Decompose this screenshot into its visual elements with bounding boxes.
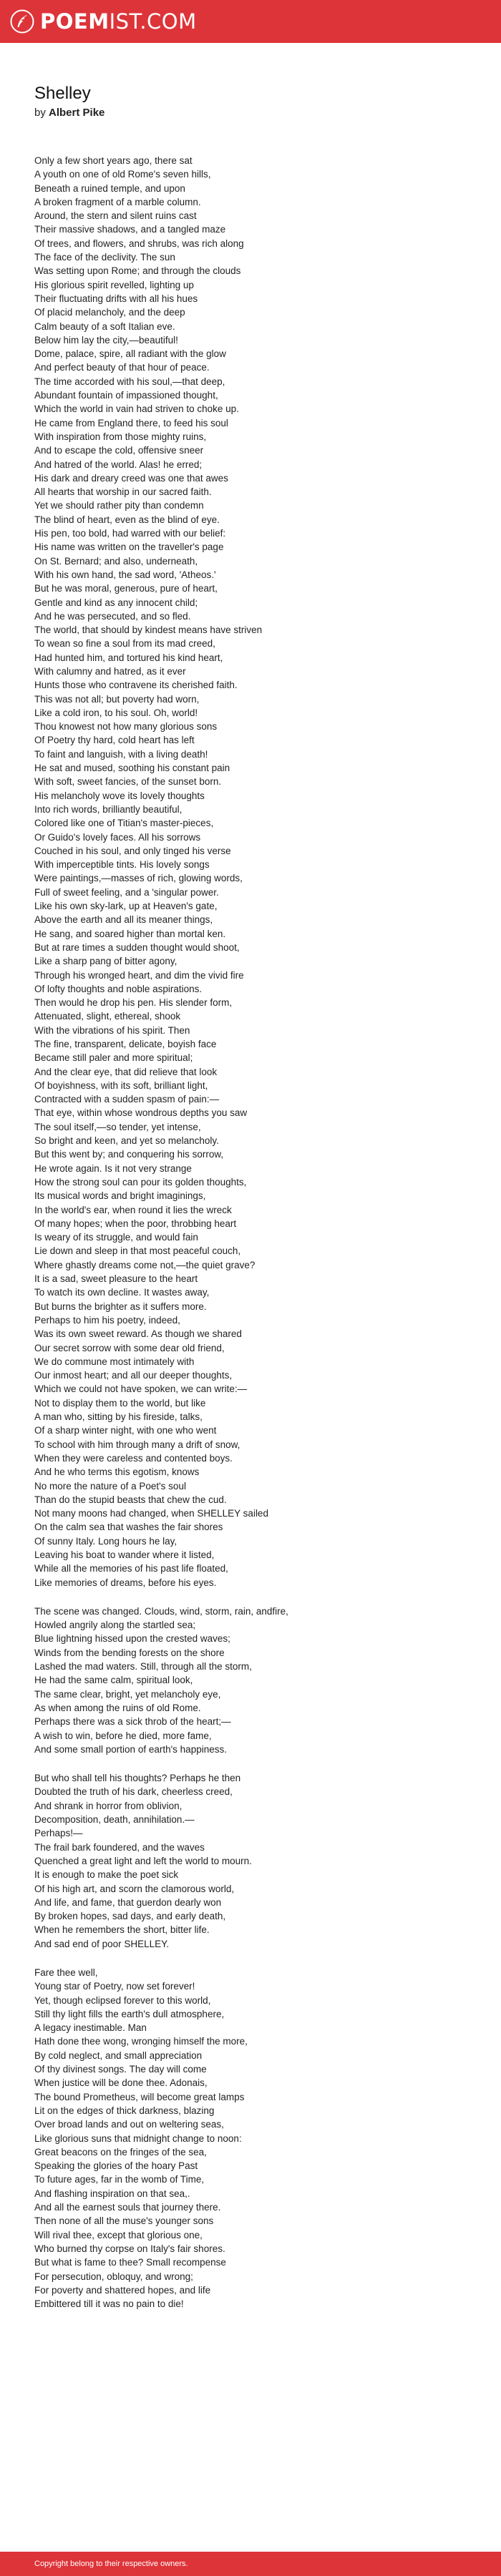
poem-line: All hearts that worship in our sacred faith. [34, 486, 212, 498]
poem-line: Their massive shadows, and a tangled maze [34, 224, 226, 235]
poem-line: Only a few short years ago, there sat [34, 155, 193, 166]
poem-line: He sang, and soared higher than mortal ken. [34, 928, 226, 939]
poem-line: Of his high art, and scorn the clamorous world, [34, 1883, 235, 1894]
poem-line: Still thy light fills the earth's dull atmosphere, [34, 2008, 225, 2019]
poem-line: We do commune most intimately with [34, 1356, 195, 1367]
poem-line: Winds from the bending forests on the shore [34, 1647, 225, 1658]
byline [34, 106, 471, 120]
poem-line: With calumny and hatred, as it ever [34, 665, 186, 677]
poem-line: Gentle and kind as any innocent child; [34, 597, 198, 608]
poem-line: Not to display them to the world, but like [34, 1397, 206, 1409]
poem-line: Then none of all the muse's younger sons [34, 2215, 214, 2227]
poem-line: Had hunted him, and tortured his kind heart, [34, 652, 223, 663]
poem-line: For persecution, obloquy, and wrong; [34, 2271, 193, 2282]
poem-line: Contracted with a sudden spasm of pain:— [34, 1094, 220, 1105]
poem-line: Is weary of its struggle, and would fain [34, 1232, 198, 1243]
poem-line: Lit on the edges of thick darkness, blazing [34, 2105, 215, 2116]
poem-line: And flashing inspiration on that sea,. [34, 2188, 190, 2199]
poem-line: Full of sweet feeling, and a 'singular power. [34, 886, 219, 898]
poem-line: Into rich words, brilliantly beautiful, [34, 803, 183, 815]
poem-line: On the calm sea that washes the fair shores [34, 1522, 223, 1533]
poem-line: Our secret sorrow with some dear old friend, [34, 1342, 225, 1353]
site-logo-link[interactable] [10, 9, 197, 34]
poem-line: And hatred of the world. Alas! he erred; [34, 459, 203, 470]
quill-icon [10, 9, 34, 34]
poem-line: To wean so fine a soul from its mad creed, [34, 638, 215, 650]
poem-line: Colored like one of Titian's master-pieces, [34, 818, 214, 829]
poem-line: To faint and languish, with a living death! [34, 748, 208, 760]
poem-line: The face of the declivity. The sun [34, 252, 175, 263]
poem-line: The world, that should by kindest means have striven [34, 625, 263, 636]
poem-line: Beneath a ruined temple, and upon [34, 182, 185, 194]
poem-line: A youth on one of old Rome's seven hills, [34, 169, 211, 180]
poem-line: The bound Prometheus, will become great lamps [34, 2091, 245, 2102]
poem-line: Calm beauty of a soft Italian eve. [34, 320, 175, 332]
poem-line: And to escape the cold, offensive sneer [34, 445, 204, 456]
poem-line: When they were careless and contented boys. [34, 1452, 233, 1464]
poem-line: Like a sharp pang of bitter agony, [34, 956, 177, 967]
poem-line: Who burned thy corpse on Italy's fair shores. [34, 2243, 225, 2254]
poem-line: In the world's ear, when round it lies the wreck [34, 1204, 232, 1215]
poem-line: Thou knowest not how many glorious sons [34, 721, 218, 733]
poem-line: It is a sad, sweet pleasure to the heart [34, 1273, 198, 1285]
poem-line: Lie down and sleep in that most peaceful couch, [34, 1245, 241, 1257]
footer-bar [0, 2552, 501, 2576]
poem-title: Shelley [34, 84, 91, 103]
poem-line: Doubted the truth of his dark, cheerless creed, [34, 1786, 233, 1798]
poem-line: Of thy divinest songs. The day will come [34, 2064, 207, 2075]
poem-line: Their fluctuating drifts with all his hues [34, 293, 198, 304]
poem-line: Of many hopes; when the poor, throbbing heart [34, 1218, 237, 1229]
poem-line: Over broad lands and out on weltering seas, [34, 2119, 224, 2130]
poem-line: Became still paler and more spiritual; [34, 1052, 193, 1064]
poem-line: Will rival thee, except that glorious one, [34, 2229, 203, 2240]
poem-line: Then would he drop his pen. His slender form, [34, 997, 233, 1009]
poem-line: But what is fame to thee? Small recompense [34, 2257, 226, 2268]
poem-line: A wish to win, before he died, more fame, [34, 1730, 212, 1741]
poem-line: Hunts those who contravene its cherished faith. [34, 680, 238, 691]
poem-line: With imperceptible tints. His lovely songs [34, 859, 210, 871]
poem-line: Perhaps there was a sick throb of the heart;— [34, 1716, 231, 1728]
poem-line: Leaving his boat to wander where it listed, [34, 1549, 215, 1560]
poem-line: The blind of heart, even as the blind of eye. [34, 514, 220, 525]
poem-line: Above the earth and all its meaner things, [34, 914, 213, 926]
poem-body [34, 154, 471, 2311]
poem-line: So bright and keen, and yet so melancholy. [34, 1135, 219, 1147]
poem-line: With his own hand, the sad word, 'Atheos.' [34, 569, 216, 580]
poem-line: With inspiration from those mighty ruins, [34, 431, 207, 442]
poem-line: And he was persecuted, and so fled. [34, 610, 191, 622]
poem-line: Speaking the glories of the hoary Past [34, 2160, 198, 2172]
copyright-text: Copyright belong to their respective owners. [34, 2560, 188, 2568]
poem-line: For poverty and shattered hopes, and life [34, 2284, 211, 2296]
poem-line: Not many moons had changed, when SHELLEY sailed [34, 1508, 268, 1519]
poem-line: The frail bark foundered, and the waves [34, 1841, 205, 1853]
poem-line: But at rare times a sudden thought would shoot, [34, 941, 240, 953]
poem-line: His melancholy wove its lovely thoughts [34, 790, 205, 801]
poem-line: His pen, too bold, had warred with our belief: [34, 528, 226, 539]
poem-line: A legacy inestimable. Man [34, 2022, 147, 2034]
poem-line: And shrank in horror from oblivion, [34, 1800, 183, 1811]
poem-line: Of boyishness, with its soft, brilliant light, [34, 1079, 208, 1091]
poem-line: Great beacons on the fringes of the sea, [34, 2146, 207, 2158]
poem-line: The scene was changed. Clouds, wind, storm, rain, andfire, [34, 1605, 288, 1617]
poem-line: Of Poetry thy hard, cold heart has left [34, 735, 195, 746]
poem-line: Was setting upon Rome; and through the clouds [34, 265, 241, 277]
poem-line: Howled angrily along the startled sea; [34, 1620, 196, 1631]
poem-line: But who shall tell his thoughts? Perhaps he then [34, 1773, 241, 1784]
poem-line: He came from England there, to feed his soul [34, 417, 228, 428]
site-logo-text [40, 11, 197, 32]
poem-line: Than do the stupid beasts that chew the cud. [34, 1494, 227, 1505]
poem-line: To future ages, far in the womb of Time, [34, 2174, 205, 2185]
poem-stanza [34, 1771, 471, 1951]
poem-line: Our inmost heart; and all our deeper thoughts, [34, 1370, 233, 1381]
poem-line: Where ghastly dreams come not,—the quiet grave? [34, 1259, 256, 1270]
poem-line: And some small portion of earth's happiness. [34, 1743, 227, 1755]
poem-line: Fare thee well, [34, 1967, 98, 1978]
poem-line: His glorious spirit revelled, lighting up [34, 279, 194, 290]
author-link[interactable]: Albert Pike [49, 107, 105, 119]
poem-line: Like memories of dreams, before his eyes. [34, 1577, 217, 1588]
poem-line: This was not all; but poverty had worn, [34, 693, 200, 705]
poem-stanza [34, 1966, 471, 2311]
poem-line: While all the memories of his past life floated, [34, 1563, 228, 1575]
poem-line: And he who terms this egotism, knows [34, 1466, 200, 1478]
poem-line: By broken hopes, sad days, and early death, [34, 1911, 226, 1922]
top-bar [0, 0, 501, 43]
poem-line: Or Guido's lovely faces. All his sorrows [34, 831, 201, 843]
poem-line: Blue lightning hissed upon the crested waves; [34, 1633, 230, 1645]
poem-line: Around, the stern and silent ruins cast [34, 210, 197, 222]
poem-line: When justice will be done thee. Adonais, [34, 2077, 208, 2089]
poem-line: Below him lay the city,—beautiful! [34, 334, 178, 346]
poem-line: Dome, palace, spire, all radiant with the glow [34, 348, 226, 360]
poem-line: Attenuated, slight, ethereal, shook [34, 1011, 181, 1022]
poem-line: Which the world in vain had striven to choke up. [34, 403, 239, 415]
poem-line: Like glorious suns that midnight change to noon: [34, 2132, 242, 2144]
poem-line: Yet we should rather pity than condemn [34, 500, 204, 511]
poem-content [34, 83, 471, 2326]
poem-line: The time accorded with his soul,—that deep, [34, 376, 225, 387]
poem-line: Young star of Poetry, now set forever! [34, 1981, 195, 1992]
poem-line: Of trees, and flowers, and shrubs, was rich along [34, 237, 244, 249]
poem-line: Yet, though eclipsed forever to this world, [34, 1994, 211, 2006]
poem-line: By cold neglect, and small appreciation [34, 2049, 203, 2061]
poem-line: The soul itself,—so tender, yet intense, [34, 1121, 201, 1132]
poem-line: He sat and mused, soothing his constant pain [34, 763, 230, 774]
poem-stanza [34, 154, 471, 1590]
poem-line: Perhaps to him his poetry, indeed, [34, 1314, 180, 1326]
poem-line: Of placid melancholy, and the deep [34, 307, 185, 318]
poem-line: A broken fragment of a marble column. [34, 196, 201, 207]
poem-line: His dark and dreary creed was one that awes [34, 472, 228, 484]
logo-part-poem: POEM [40, 9, 110, 34]
poem-line: On St. Bernard; and also, underneath, [34, 555, 198, 567]
poem-line: That eye, within whose wondrous depths you saw [34, 1107, 248, 1119]
poem-line: Lashed the mad waters. Still, through all the storm, [34, 1661, 252, 1673]
poem-line: Was its own sweet reward. As though we shared [34, 1328, 242, 1340]
poem-line: When he remembers the short, bitter life. [34, 1924, 210, 1936]
poem-line: And the clear eye, that did relieve that look [34, 1066, 218, 1077]
poem-line: With the vibrations of his spirit. Then [34, 1024, 190, 1036]
poem-line: Abundant fountain of impassioned thought, [34, 390, 218, 401]
poem-line: Hath done thee wong, wronging himself the more, [34, 2036, 248, 2047]
poem-line: How the strong soul can pour its golden thoughts, [34, 1176, 247, 1187]
poem-line: And life, and fame, that guerdon dearly won [34, 1896, 222, 1908]
poem-line: The fine, transparent, delicate, boyish face [34, 1039, 217, 1049]
poem-line: Of a sharp winter night, with one who went [34, 1425, 217, 1436]
poem-line: Decomposition, death, annihilation.— [34, 1814, 195, 1826]
poem-line: And all the earnest souls that journey there. [34, 2202, 221, 2213]
poem-line: Of lofty thoughts and noble aspirations. [34, 983, 203, 994]
poem-line: But this went by; and conquering his sorrow, [34, 1149, 224, 1160]
by-label: by [34, 107, 46, 119]
poem-line: His name was written on the traveller's page [34, 542, 224, 553]
poem-line: Of sunny Italy. Long hours he lay, [34, 1535, 177, 1547]
poem-line: Which we could not have spoken, we can write:— [34, 1384, 248, 1395]
poem-line: Its musical words and bright imaginings, [34, 1190, 206, 1202]
poem-line: To school with him through many a drift of snow, [34, 1439, 240, 1450]
poem-line: Perhaps!— [34, 1828, 83, 1839]
poem-line: Like his own sky-lark, up at Heaven's gate, [34, 901, 218, 912]
poem-line: Through his wronged heart, and dim the vivid fire [34, 969, 244, 981]
poem-line: And perfect beauty of that hour of peace. [34, 362, 210, 373]
poem-line: It is enough to make the poet sick [34, 1869, 179, 1881]
poem-line: Quenched a great light and left the world to mourn. [34, 1855, 252, 1866]
poem-line: And sad end of poor SHELLEY. [34, 1938, 170, 1949]
poem-line: As when among the ruins of old Rome. [34, 1702, 201, 1713]
poem-line: Were paintings,—masses of rich, glowing words, [34, 873, 243, 884]
poem-line: A man who, sitting by his fireside, talks, [34, 1411, 203, 1423]
poem-line: He had the same calm, spiritual look, [34, 1675, 193, 1686]
poem-line: With soft, sweet fancies, of the sunset born. [34, 776, 222, 788]
logo-part-ist: IST.COM [109, 9, 197, 34]
poem-line: But he was moral, generous, pure of heart, [34, 583, 218, 594]
poem-line: But burns the brighter as it suffers more. [34, 1301, 207, 1312]
poem-line: He wrote again. Is it not very strange [34, 1162, 192, 1174]
poem-line: Couched in his soul, and only tinged his verse [34, 845, 231, 856]
poem-line: To watch its own decline. It wastes away, [34, 1287, 210, 1298]
poem-line: The same clear, bright, yet melancholy eye, [34, 1688, 221, 1700]
poem-line: Like a cold iron, to his soul. Oh, world! [34, 707, 198, 718]
poem-stanza [34, 1605, 471, 1756]
poem-line: No more the nature of a Poet's soul [34, 1480, 186, 1492]
poem-line: Embittered till it was no pain to die! [34, 2298, 184, 2310]
